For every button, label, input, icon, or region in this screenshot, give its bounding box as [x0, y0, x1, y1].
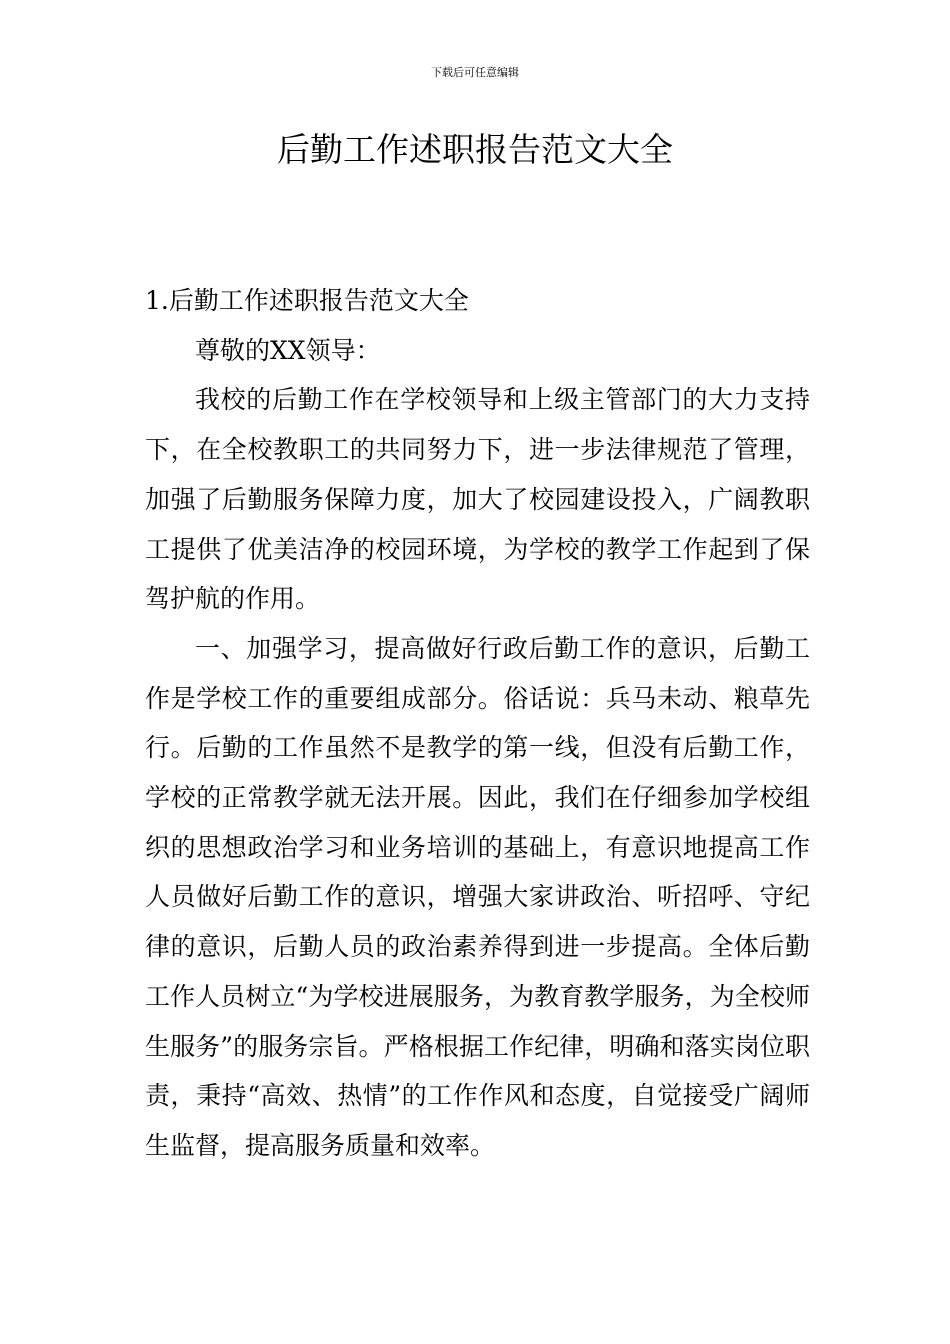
- document-title: 后勤工作述职报告范文大全: [277, 130, 673, 169]
- document-body: [145, 276, 810, 1171]
- paragraph-intro: 我校的后勤工作在学校领导和上级主管部门的大力支持下，在全校教职工的共同努力下，进一步法律规范了管理，加强了后勤服务保障力度，加大了校园建设投入，广阔教职工提供了优美洁净的校园环境，为学校的教学工作起到了保驾护航的作用。: [145, 385, 810, 614]
- header-note: 下载后可任意编辑: [431, 66, 519, 79]
- paragraph-section-one: 一、加强学习，提高做好行政后勤工作的意识，后勤工作是学校工作的重要组成部分。俗话说：兵马未动、粮草先行。后勤的工作虽然不是教学的第一线，但没有后勤工作，学校的正常教学就无法开展。因此，我们在仔细参加学校组织的思想政治学习和业务培训的基础上，有意识地提高工作人员做好后勤工作的意识，增强大家讲政治、听招呼、守纪律的意识，后勤人员的政治素养得到进一步提高。全体后勤工作人员树立“为学校进展服务，为教育教学服务，为全校师生服务”的服务宗旨。严格根据工作纪律，明确和落实岗位职责，秉持“高效、热情”的工作作风和态度，自觉接受广阔师生监督，提高服务质量和效率。: [145, 633, 810, 1160]
- salutation: 尊敬的XX领导：: [195, 335, 381, 365]
- section-heading: 1.后勤工作述职报告范文大全: [145, 286, 469, 315]
